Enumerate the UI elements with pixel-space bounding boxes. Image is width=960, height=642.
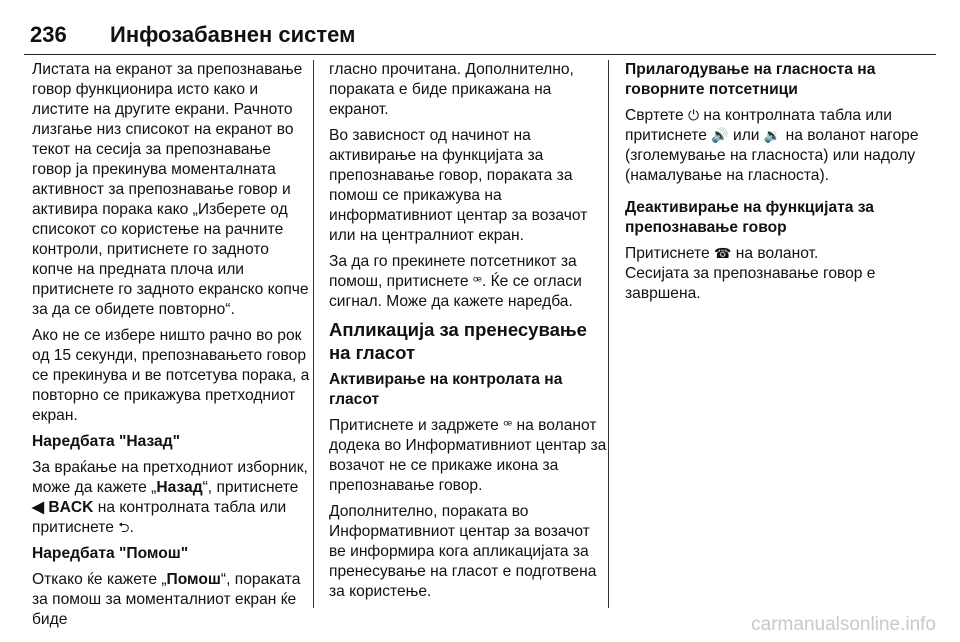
paragraph: Ако не се избере ништо рачно во рок од 15 секунди, препознавањето говор се прекинува и ве потсетува порака, а повторно се прикажува претходниот екран. — [32, 327, 310, 424]
volume-up-icon: 🔊 — [711, 128, 729, 144]
end-call-icon: ☎ — [713, 246, 732, 262]
paragraph: Откако ќе кажете „Помош“, пораката за помош за моменталниот екран ќе биде — [32, 571, 301, 628]
paragraph: За враќање на претходниот изборник, може да кажете „Назад“, притиснете ◀ BACK на контролната табла или притиснете ⮌. — [32, 459, 308, 536]
section-heading: Деактивирање на функцијата за препознавање говор — [625, 199, 874, 236]
section-heading: Наредбата "Помош" — [32, 545, 189, 562]
paragraph: Притиснете и задржете ꟹ на воланот додека во Информативниот центар за возачот не се прикаже икона за препознавање говор. — [329, 417, 607, 494]
paragraph: Сесијата за препознавање говор е завршена. — [625, 265, 876, 302]
paragraph: За да го прекинете потсетникот за помош, притиснете ꟹ. Ќе се огласи сигнал. Може да кажете наредба. — [329, 253, 582, 310]
paragraph: Свртете ⏻ на контролната табла или притиснете 🔊 или 🔉 на воланот нагоре (зголемување на гласноста) или надолу (намалување на гласноста). — [625, 107, 919, 184]
section-title: Апликација за пренесување на гласот — [329, 319, 587, 363]
page-header — [24, 20, 936, 55]
power-knob-icon: ⏻ — [687, 108, 700, 124]
paragraph: Притиснете ☎ на воланот. — [625, 245, 819, 262]
column-divider — [313, 60, 314, 608]
column-left — [32, 60, 310, 630]
watermark: carmanualsonline.info — [751, 614, 936, 635]
back-button-label: ◀ BACK — [32, 499, 94, 516]
volume-down-icon: 🔉 — [763, 128, 782, 144]
paragraph: Во зависност од начинот на активирање на функцијата за препознавање говор, пораката за помош се прикажува на информативниот центар за возачот или на централниот екран. — [329, 127, 588, 244]
voice-icon: ꟹ — [503, 418, 513, 434]
section-heading: Наредбата "Назад" — [32, 433, 181, 450]
paragraph: Дополнително, пораката во Информативниот центар за возачот ве информира кога апликацијата за пренесување на гласот е подготвена за користење. — [329, 503, 597, 600]
section-heading: Активирање на контролата на гласот — [329, 371, 563, 408]
return-icon: ⮌ — [118, 520, 130, 536]
column-right — [625, 60, 937, 310]
voice-icon: ꟹ — [472, 274, 482, 290]
column-middle — [329, 60, 607, 608]
column-divider — [608, 60, 609, 608]
section-heading: Прилагодување на гласноста на говорните потсетници — [625, 61, 876, 98]
page-number: 236 — [30, 22, 67, 47]
page-title: Инфозабавнен систем — [110, 22, 356, 47]
paragraph: гласно прочитана. Дополнително, пораката е биде прикажана на екранот. — [329, 61, 574, 118]
paragraph: Листата на екранот за препознавање говор функционира исто како и листите на другите екрани. Рачното лизгање низ списокот на екранот во текот на сесија за препознавање говор ја прекинува моменталната активност за препознавање говор и активира порака како „Изберете од списокот со користење на рачните контроли, притиснете го задното копче на предната плоча или притиснете го задното екранско копче за да се обидете повторно“. — [32, 61, 309, 318]
